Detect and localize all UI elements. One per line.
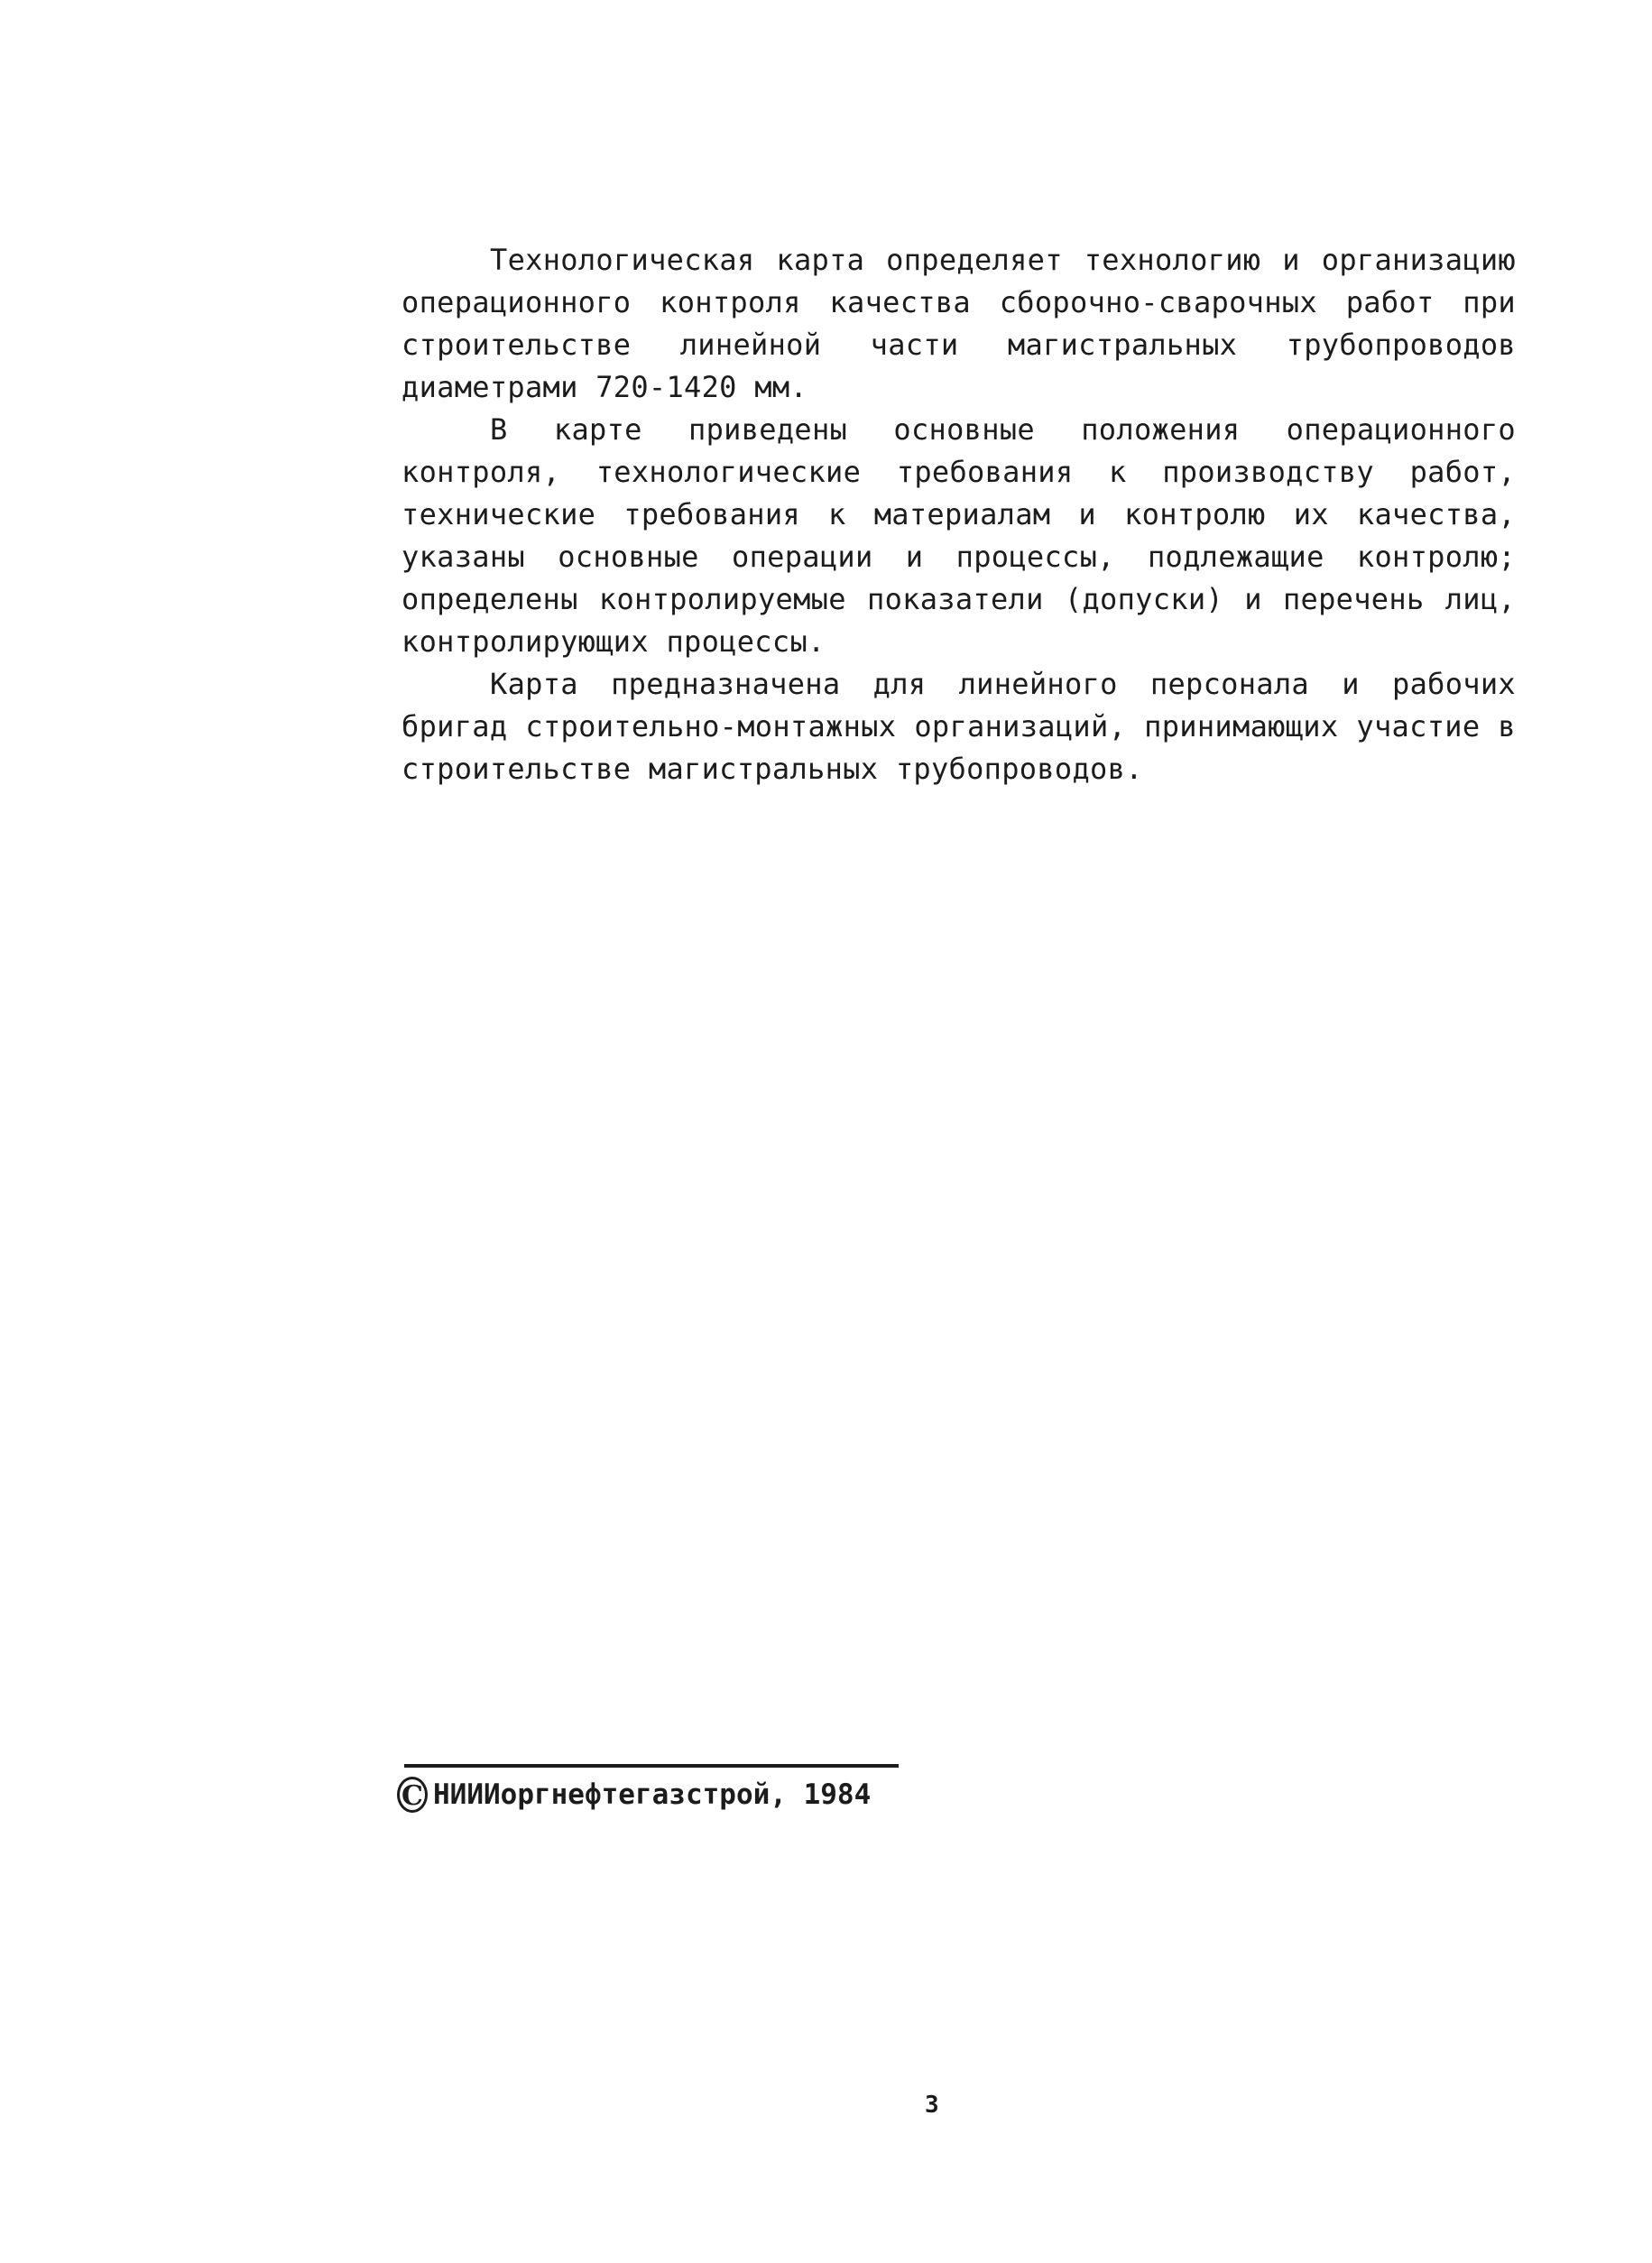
copyright-divider [404,1764,899,1768]
paragraph-contents: В карте приведены основные положения операционного контроля, технологические требования к производству работ, технические требования к материалам и контролю их качества, указаны основные операции и процессы, подлежащие контролю; определены контролируемые показатели (допуски) и перечень лиц, контролирующих процессы. [401,412,1516,659]
abstract-text [401,239,1516,790]
copyright-text: НИИИоргнефтегазстрой, 1984 [433,1778,872,1811]
copyright-icon: С [397,1777,428,1813]
paragraph-purpose: Технологическая карта определяет технологию и организацию операционного контроля качества сборочно-сварочных работ при строительстве линейной части магистральных трубопроводов диаметрами 720-1420 мм. [401,243,1516,404]
copyright-line [397,1777,871,1813]
page-number: 3 [925,2092,939,2119]
paragraph-audience: Карта предназначена для линейного персонала и рабочих бригад строительно-монтажных организаций, принимающих участие в строительстве магистральных трубопроводов. [401,667,1516,786]
